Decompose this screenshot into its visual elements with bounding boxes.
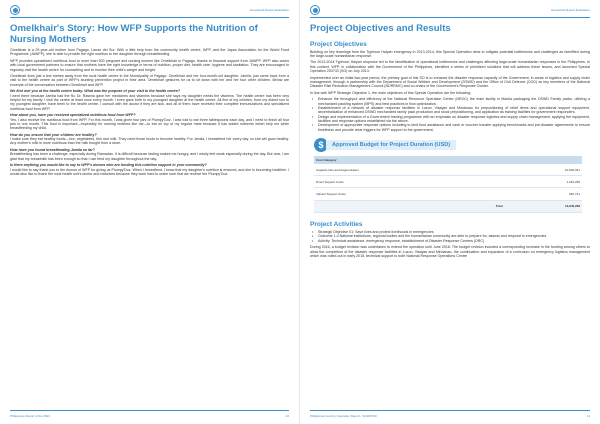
story-paragraph: Omelkhair is a 29-year-old mother from Pagago, Lanao del Sur. With a little help from the community health centre, WFP, and the Japan Association for the World Food Programme (JAWFP), she is able to provide the right nutrition to her daughter through breastfeeding.: [10, 48, 289, 57]
story-paragraph: WFP provides specialised nutritious food to more than 500 pregnant and nursing women like Omelkhair in Pagago, thanks to financial support from JAWFP. WFP also works with local government partners to ensure that mothers have the right knowledge in terms of nutrition, proper diet, health care, hygiene and sanitation. They are encouraged to regularly visit the health centre for counselling and to monitor their child's weight and height.: [10, 58, 289, 72]
right-page: [300, 0, 600, 424]
table-cell-label: Capacity Dev and Augmentation: [314, 164, 505, 176]
right-footer-label: Philippines Country Operation Report - SO200743: [310, 414, 377, 418]
table-cell-label: Direct Support Costs: [314, 176, 505, 188]
story-title: Omelkhair's Story: How WFP Supports the Nutrition of Nursing Mothers: [10, 23, 258, 45]
page-title: Project Objectives and Results: [310, 23, 451, 34]
table-column-header: Cost Category: [314, 156, 582, 164]
interview-answer: Yes, I also receive the nutritious food from WFP. For this month, I was given four jars of Plumpy'Doz. I was told to eat three tablespoons each day, and I need to finish all four jars in one month. This food is important—especially for nursing mothers like me—to eat on top of my regular meal because it has added nutrients which help me while breastfeeding my child.: [10, 117, 289, 131]
interview-answer: I make sure they eat healthy foods—rice, vegetables, fish and milk. They need those foods to become healthy. For Jamila, I breastfeed her every day, so she will grow healthy. Any mother's milk is more nutritious than the milk bought from a store.: [10, 137, 289, 146]
left-header-title: Household Report Evaluation: [249, 8, 289, 12]
wfp-logo-icon: [10, 5, 20, 15]
right-page-footer: [310, 412, 590, 420]
interview-question: How about you, have you received specialized nutritious food from WFP?: [10, 113, 136, 118]
interview-question: Is there anything you would like to say to WFP's donors who are funding this nutrition support in your community?: [10, 163, 207, 168]
table-cell-label: Indirect Support Costs: [314, 188, 505, 200]
budget-heading: [314, 138, 590, 152]
objectives-list: [310, 97, 590, 132]
objectives-paragraph: Building on key learnings from the Typhoon Haiyan emergency in 2013-2014, this Special Operation aims to mitigate potential bottlenecks and challenges as identified during the large-scale humanitarian response.: [310, 49, 590, 58]
list-item: • Development of appropriate response options including in-kind food assistance and cash or voucher transfer applying benchmarks and pre-disaster agreements to ensure timeliness and provide clear triggers for WFP support to the government.: [310, 123, 590, 132]
section-heading-objectives: Project Objectives: [310, 40, 367, 48]
table-cell-value: 940,721: [505, 188, 582, 200]
interview-answer: Breastfeeding has been a challenge, especially during Ramadan. It is difficult because fasting makes me hungry, and I easily feel weak especially during the day. But now, I am glad that my breastmilk has been enough so that I can feed my daughter throughout the day.: [10, 152, 289, 161]
table-row: [314, 176, 582, 188]
objectives-paragraph: Implemented over an initial two-year period, the primary goal of this SO is to enhance the disaster response capacity of the Government, in areas of logistics and supply chain management, through a partnership with the Department of Social Welfare and Development (DSWD) and the Office of Civil Defence (OCD) as key members of the National Disaster Risk Reduction Management Council (NDRRMC) and co-chairs of the Government's Response Cluster.: [310, 75, 590, 89]
dollar-icon: $: [314, 138, 328, 152]
story-paragraph: Omelkhair lives just a few metres away from the rural health centre in the Municipality of Pagago. Omelkhair and her four-month-old daughter, Jamila, just came back from a visit to the health centre as part of WFP's stunting prevention project in their area. Omelkhair gestures for us to sit down with her and her four other children. Below are excerpts of the conversation between Omelkhair and WFP.: [10, 74, 289, 87]
activities-paragraph: During 2016, a budget revision was undertaken to extend the operation until June 2016. The budget revision included a corresponding increase in the funding among others to allow the completion of the disaster response facilities in Luzon, Visayas and Mindanao, the continuation and expansion of a curriculum on emergency logistics management which was rolled-out in early 2015, technical support to both National Response Operations Centre: [310, 245, 590, 259]
left-page-header: [10, 4, 289, 16]
right-header-rule: [310, 17, 590, 18]
right-header-title: Household Report Evaluation: [550, 8, 590, 12]
section-heading-activities: Project Activities: [310, 220, 363, 228]
left-header-rule: [10, 17, 289, 18]
table-cell-value: 1,916,256: [505, 176, 582, 188]
interview-question: How do you ensure that your children are healthy?: [10, 132, 97, 137]
activities-list: [310, 230, 590, 243]
table-total-label: Total: [314, 200, 505, 212]
budget-title: Approved Budget for Project Duration (USD): [326, 140, 456, 150]
objectives-content: [310, 24, 590, 406]
objectives-paragraph: The 2013-2014 Typhoon Haiyan response led to the identification of operational bottlenecks and challenges affecting large-scale humanitarian responses in the Philippines. In this context, WFP, in collaboration with the Government of the Philippines, identified a series of prioritized solutions that will address these issues, and launched Special Operation 200743 (SO) on July 2014.: [310, 60, 590, 74]
interview-question: How have you found breastfeeding Jamila so far?: [10, 148, 95, 152]
wfp-logo-icon: [310, 5, 320, 15]
budget-table: [314, 156, 582, 213]
right-page-number: 11: [586, 414, 590, 418]
list-item: • Strategic Objective 01: Save lives and protect livelihoods in emergencies: [310, 230, 590, 234]
left-page-number: 10: [285, 414, 289, 418]
list-item: • Enhance the throughput and efficiency at the National Resource Operation Center (NROC) the main facility in Manila packaging the DSWD Family packs, utilizing a mechanized packing system (MPS) and best practices in flow optimization.: [310, 97, 590, 106]
right-page-header: [310, 4, 590, 16]
table-row: [314, 164, 582, 176]
list-item: • Design and implementation of a Government training programme with an emphasis on disaster response logistics and supply chain management, applying the equipment, facilities and response options established via the above.: [310, 115, 590, 124]
left-footer-label: Philippines Report of the SSD: [10, 414, 50, 418]
table-cell-value: 10,992,321: [505, 164, 582, 176]
table-total-value: 13,849,298: [505, 200, 582, 212]
left-page-footer: [10, 412, 289, 420]
right-footer-rule: [310, 410, 590, 411]
table-header-row: [314, 156, 582, 164]
story-content: [10, 24, 289, 406]
interview-answer: I went there because Jamila had the flu. Dr. Rasmia gave her medicines and vitamins because she says my daughter needs the vitamins. The health centre has been very helpful for my family. I visit the centre at least once every month. I even gave birth to my youngest daughter at the health centre. All five of my children, from my eldest son to my youngest daughter, have been to the health centre. I consult with the doctor if they are sick, and all of them have received their complete immunizations and specialized nutritious food from WFP.: [10, 93, 289, 111]
list-item: • Activity: Technical assistance, emergency response, establishment of Disaster Response Centres (DRC): [310, 239, 590, 243]
interview-answer: I would like to say thank you to the donors of WFP for giving us Plumpy'Doz. When I breastfeed, I know that my daughter's nutrition is ensured, and she is becoming healthier. I would also like to thank the rural health unit's doctor and midwives because they work hard to make sure that we receive the Plumpy'Doz.: [10, 167, 289, 176]
objectives-paragraph: In line with WFP Strategic Objective 1, the main objectives of this Special Operation are the following:: [310, 90, 472, 95]
table-total-row: [314, 200, 582, 212]
left-footer-rule: [10, 410, 289, 411]
table-row: [314, 188, 582, 200]
list-item: • Establishment of a network of disaster response facilities in Luzon, Visayas and Mindanao for prepositioning of relief items and operational support equipment, decentralization of enhanced DSWD mechanized family pack production and stock prepositioning, and application as training facilities for government responders.: [310, 106, 590, 115]
list-item: • Outcome 1.4 National institutions, regional bodies and the humanitarian community are able to prepare for, assess and respond to emergencies: [310, 234, 590, 238]
interview-question: We first met you at the health centre today. What was the purpose of your visit to the health centre?: [10, 89, 181, 94]
